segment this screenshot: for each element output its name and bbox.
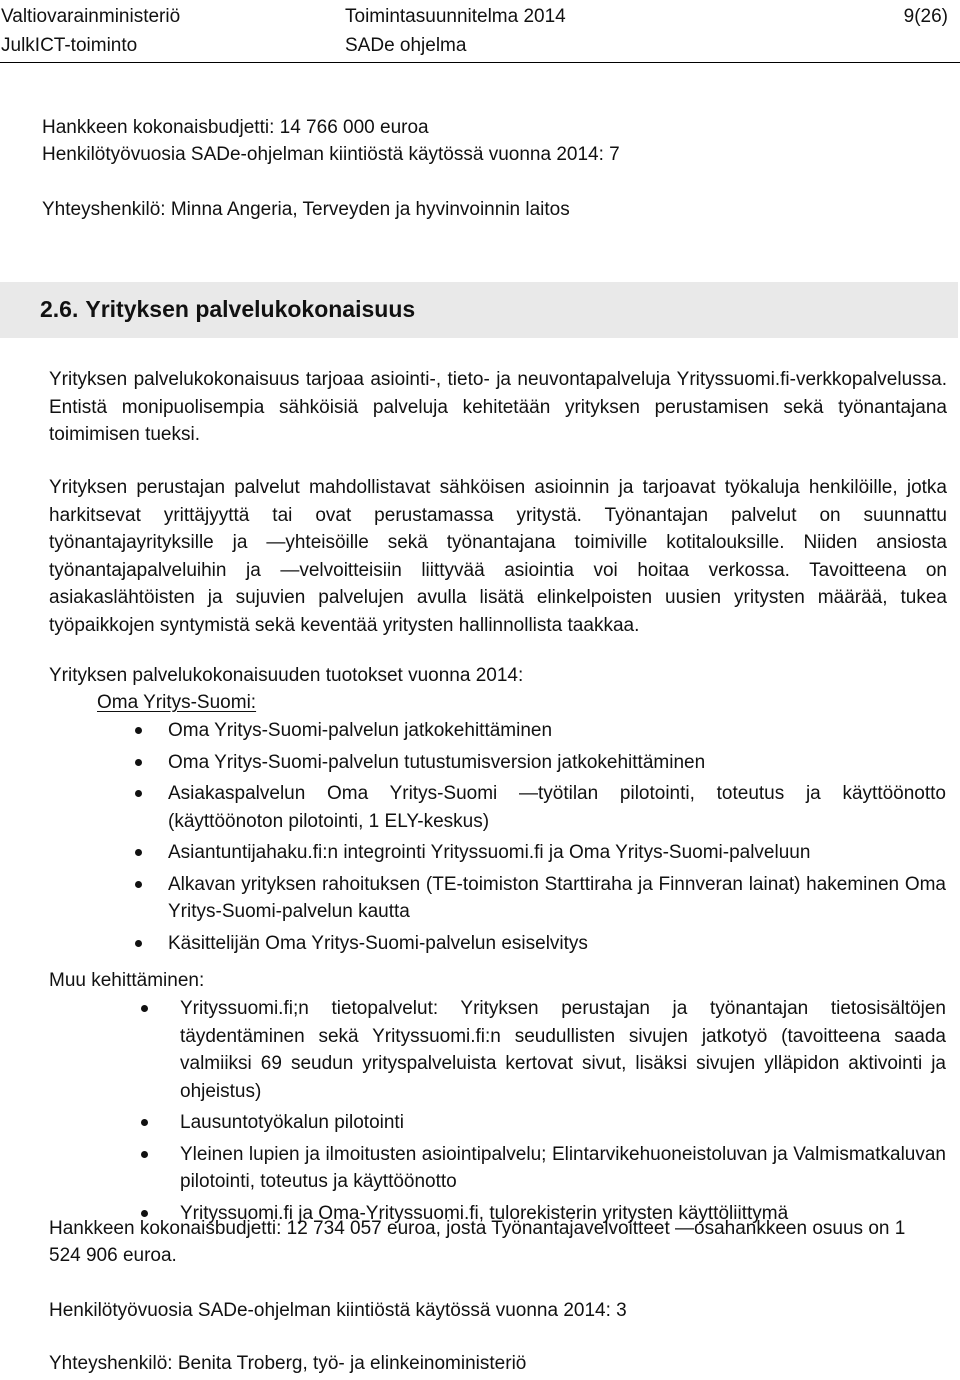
- header-page-number: 9(26): [903, 6, 948, 27]
- list-item: Yrityssuomi.fi;n tietopalvelut: Yrityksen perustajan ja työnantajan tietosisältöjen täydentäminen sekä Yrityssuomi.fi:n seudullisten sivujen jatkotyö (tavoitteena saada valmiiksi 69 seudun yrityspalveluista kertovat sivut, lisäksi sivujen ylläpidon aktivointi ja ohjeistus): [180, 995, 946, 1105]
- bullet-icon: [135, 849, 142, 856]
- outputs-heading: Yrityksen palvelukokonaisuuden tuotokset vuonna 2014:: [49, 665, 524, 686]
- list-item: Oma Yritys-Suomi-palvelun jatkokehittäminen: [168, 717, 946, 745]
- oma-yritys-suomi-label: Oma Yritys-Suomi:: [97, 692, 257, 713]
- muu-kehittaminen-list: [180, 995, 946, 1231]
- list-item: Asiakaspalvelun Oma Yritys-Suomi —työtilan pilotointi, toteutus ja käyttöönotto (käyttöönoton pilotointi, 1 ELY-keskus): [168, 780, 946, 835]
- list-item: Käsittelijän Oma Yritys-Suomi-palvelun esiselvitys: [168, 930, 946, 958]
- bullet-icon: [135, 881, 142, 888]
- bullet-icon: [135, 759, 142, 766]
- top-contact: Yhteyshenkilö: Minna Angeria, Terveyden ja hyvinvoinnin laitos: [42, 199, 570, 220]
- bottom-budget: Hankkeen kokonaisbudjetti: 12 734 057 euroa, josta Työnantajavelvoitteet —osahankkeen osuus on 1 524 906 euroa.: [49, 1218, 906, 1266]
- header-program: SADe ohjelma: [345, 35, 467, 56]
- header-doc-title: Toimintasuunnitelma 2014: [345, 6, 566, 27]
- bullet-icon: [135, 940, 142, 947]
- section-number: 2.6.: [40, 296, 79, 322]
- list-item: Alkavan yrityksen rahoituksen (TE-toimiston Starttiraha ja Finnveran lainat) hakeminen Oma Yritys-Suomi-palvelun kautta: [168, 871, 946, 926]
- paragraph-intro: Yrityksen palvelukokonaisuus tarjoaa asiointi-, tieto- ja neuvontapalveluja Yrityssuomi.fi-verkkopalvelussa. Entistä monipuolisempia sähköisiä palveluja kehitetään yrityksen perustamisen sekä työnantajana toimimisen tueksi.: [49, 369, 947, 445]
- bullet-icon: [141, 1151, 148, 1158]
- section-title: [40, 296, 415, 323]
- list-item: Yrityssuomi.fi ja Oma-Yrityssuomi.fi, tulorekisterin yritysten käyttöliittymä: [180, 1200, 946, 1228]
- oma-yritys-suomi-list: [168, 717, 946, 961]
- section-title-text: Yrityksen palvelukokonaisuus: [85, 296, 416, 322]
- list-item: Yleinen lupien ja ilmoitusten asiointipalvelu; Elintarvikehuoneistoluvan ja Valmismatkaluvan pilotointi, toteutus ja käyttöönotto: [180, 1141, 946, 1196]
- top-budget: Hankkeen kokonaisbudjetti: 14 766 000 euroa: [42, 117, 429, 138]
- list-item: Oma Yritys-Suomi-palvelun tutustumisversion jatkokehittäminen: [168, 749, 946, 777]
- page-header: [0, 0, 960, 63]
- bottom-contact: Yhteyshenkilö: Benita Troberg, työ- ja elinkeinoministeriö: [49, 1353, 527, 1374]
- bottom-person-years: Henkilötyövuosia SADe-ohjelman kiintiöstä käytössä vuonna 2014: 3: [49, 1300, 627, 1321]
- list-item: Asiantuntijahaku.fi:n integrointi Yrityssuomi.fi ja Oma Yritys-Suomi-palveluun: [168, 839, 946, 867]
- bullet-icon: [135, 790, 142, 797]
- header-unit: JulkICT-toiminto: [1, 35, 138, 56]
- paragraph-services: Yrityksen perustajan palvelut mahdollistavat sähköisen asioinnin ja tarjoavat työkaluja henkilöille, jotka harkitsevat yrittäjyyttä tai ovat perustamassa yritystä. Työnantajan palvelut on suunnattu työnantajayrityksille ja —yhteisöille sekä työnantajana toimiville kotitalouksille. Niiden ansiosta työnantajapalveluihin ja —velvoitteisiin liittyvää asiointia voi hoitaa verkossa. Tavoitteena on asiakaslähtöisten ja sujuvien palvelujen avulla lisätä elinkelpoisten uusien yritysten määrää, tukea työpaikkojen syntymistä sekä keventää yritysten hallinnollista taakkaa.: [49, 477, 947, 636]
- top-person-years: Henkilötyövuosia SADe-ohjelman kiintiöstä käytössä vuonna 2014: 7: [42, 144, 620, 165]
- list-item: Lausuntotyökalun pilotointi: [180, 1109, 946, 1137]
- section-heading-bar: [0, 282, 958, 338]
- bullet-icon: [135, 727, 142, 734]
- bullet-icon: [141, 1119, 148, 1126]
- bullet-icon: [141, 1005, 148, 1012]
- header-org: Valtiovarainministeriö: [1, 6, 181, 27]
- muu-kehittaminen-label: Muu kehittäminen:: [49, 970, 205, 991]
